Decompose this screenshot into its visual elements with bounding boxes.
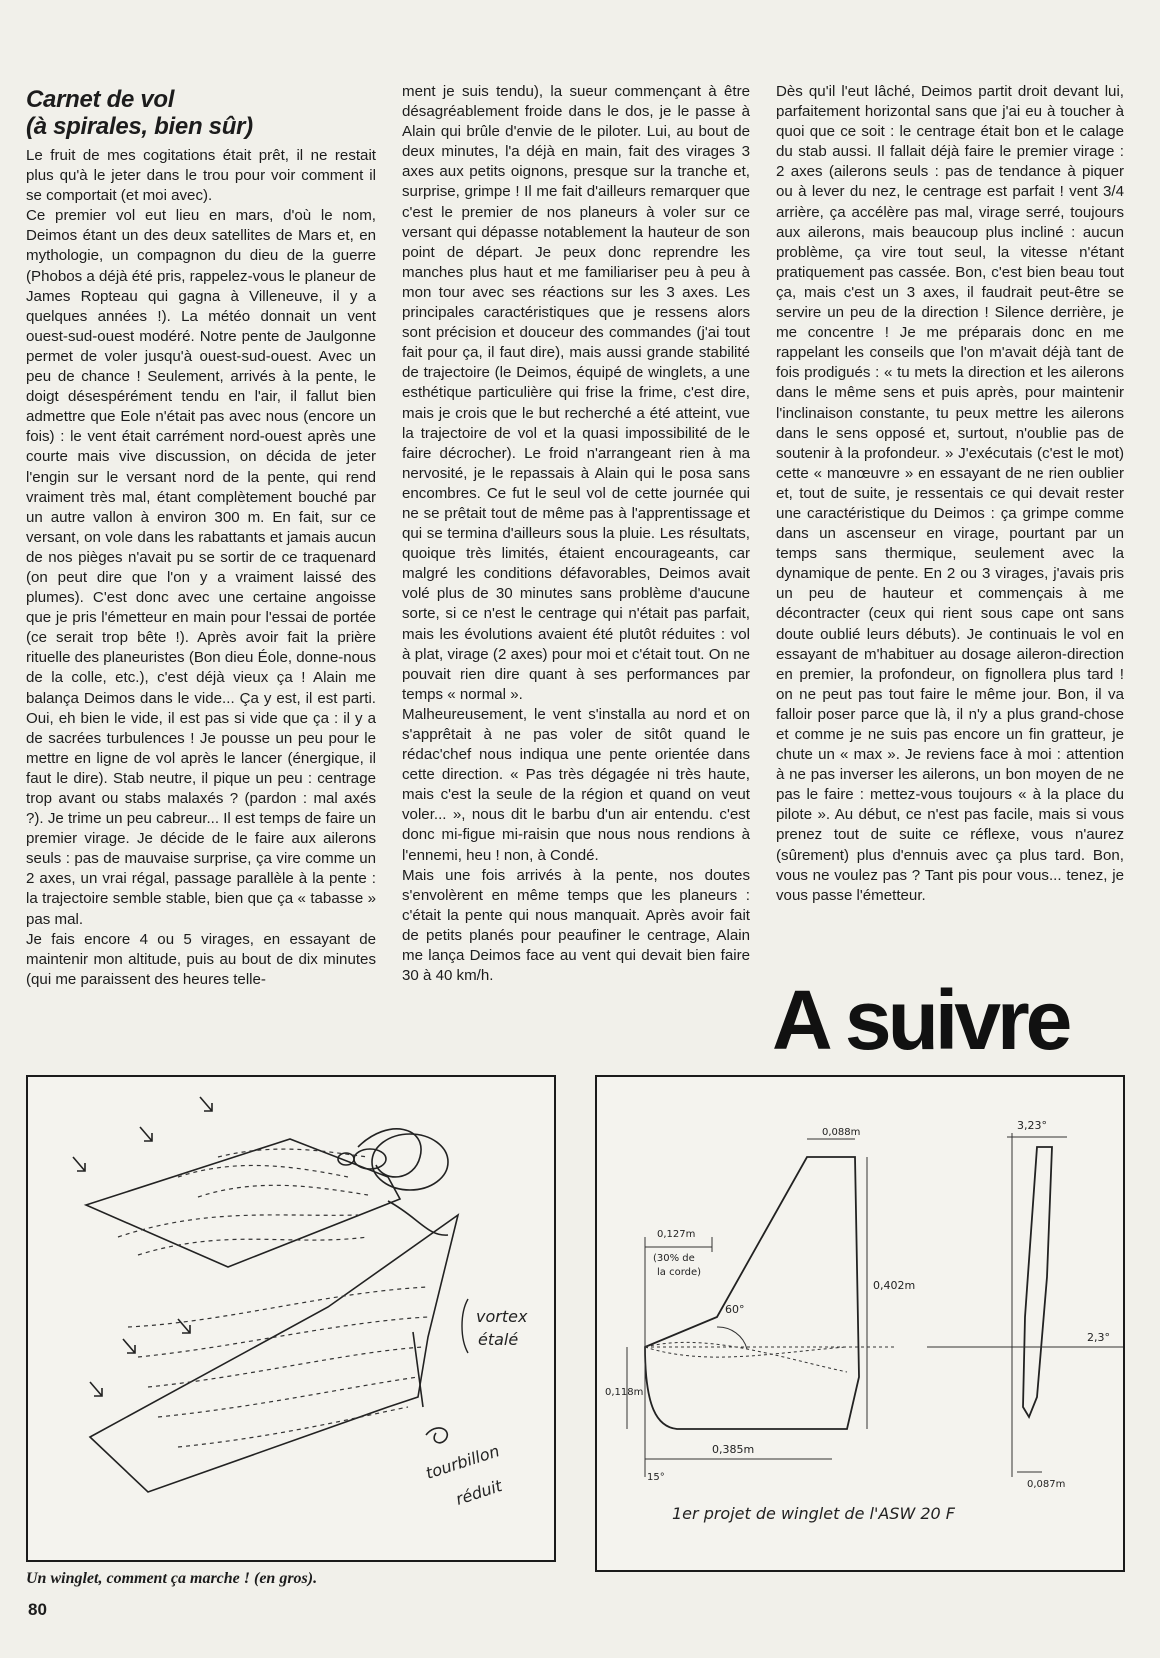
to-be-continued-banner: A suivre [772, 973, 1069, 1067]
heading-line-2: (à spirales, bien sûr) [26, 113, 253, 140]
paragraph: Mais une fois arrivés à la pente, nos doutes s'envolèrent en même temps que les planeurs : c'était la pente qui nous manquait. Après avoir fait de petits planés pour peaufiner le centrage, Alain me lança Deimos face au vent qui devait bien faire 30 à 40 km/h. [402, 866, 750, 985]
upper-wing-outline [86, 1139, 400, 1267]
winglet-dimensions-figure [595, 1075, 1125, 1572]
dim-root: 0,118m [605, 1387, 644, 1398]
angle-15: 15° [647, 1472, 665, 1483]
reduced-vortex-swirl [426, 1428, 447, 1443]
lower-wing-outline [90, 1215, 458, 1492]
paragraph: Ce premier vol eut lieu en mars, d'où le nom, Deimos étant un des deux satellites de Mars et, en mythologie, un compagnon du dieu de la guerre (Phobos a déjà été pris, rappelez-vous le planeur de James Ropteau qui gagna à Villeneuve, il y a quelques années !). La météo donnait un vent ouest-sud-ouest modéré. Notre pente de Jaulgonne permet de voler jusqu'à ouest-sud-ouest. Avec un peu de chance ! Seulement, arrivés à la pente, le doigt désespérément tendu en l'air, il fallut bien admettre que Eole n'était pas avec nous (encore un fois) : le vent était carrément nord-ouest après une courte mais vive discussion, on décida de jeter l'engin sur le versant nord de la pente, qui rend vraiment très mal, étant complètement bouché par un autre vallon à environ 300 m. En fait, sur ce versant, on vole dans les rabattants et jamais aucun de nos pièges n'avait pu se sortir de ce traquenard (on peut dire que l'on y a vraiment laissé des plumes). C'est donc avec une certaine angoisse que je pris l'émetteur en main pour l'essai de portée (ce serait trop bête !). Après avoir fait la prière rituelle des planeuristes (Bon dieu Éole, donne-nous de la colle, etc.), c'est déjà vieux ça ! Alain me balança Deimos dans le vide... Ça y est, il est parti. Oui, eh bien le vide, il est pas si vide que ça : il y a de sacrées turbulences ! Je pousse un peu pour le mettre en ligne de vol après le lancer (énergique, il faut le dire). Stab neutre, il pique un peu : centrage trop avant ou stabs malaxés ? (pardon : mal axés ?). Je trime un peu cabreur... Il est temps de faire un premier virage. Je décide de le faire aux ailerons seuls : pas de mauvaise surprise, ça vire comme un 2 axes, un vrai régal, passage parallèle à la pente : la trajectoire semble stable, bien que ça « tabasse » pas mal. [26, 207, 376, 928]
paragraph: Le fruit de mes cogitations était prêt, il ne restait plus qu'à le jeter dans le trou pour voir comment il se comportait (et moi avec). [26, 147, 376, 205]
winglet-airflow-figure [26, 1075, 556, 1562]
dim-chord-note: (30% de [653, 1253, 695, 1264]
label-vortex: vortex [476, 1307, 528, 1326]
article-column-1 [26, 82, 376, 990]
article-heading [26, 86, 376, 140]
winglet-profile [645, 1157, 859, 1429]
dim-top-width: 0,088m [822, 1127, 861, 1138]
figure-2-title: 1er projet de winglet de l'ASW 20 F [672, 1504, 956, 1523]
figure-caption: Un winglet, comment ça marche ! (en gros). [26, 1570, 318, 1587]
dim-height: 0,402m [873, 1279, 916, 1292]
wind-arrows [73, 1097, 212, 1396]
dim-chord: 0,127m [657, 1229, 696, 1240]
angle-60: 60° [725, 1303, 745, 1316]
article-column-2 [402, 82, 750, 986]
paragraph: Malheureusement, le vent s'installa au nord et on s'apprêtait à ne pas voler de sitôt quand le rédac'chef nous indiqua une pente orientée dans cette direction. « Pas très dégagée ni très haute, mais c'est la seule de la région et quand on veut voler... », nous dit le barbu d'un air entendu. c'est donc mi-figue mi-raisin que nous nous rendions à l'ennemi, heu ! non, à Condé. [402, 705, 750, 864]
label-reduit: réduit [453, 1476, 505, 1509]
angle-2-3: 2,3° [1087, 1331, 1110, 1344]
dim-length: 0,385m [712, 1443, 755, 1456]
label-tourbillon: tourbillon [423, 1441, 502, 1483]
dim-thickness: 0,087m [1027, 1479, 1066, 1490]
paragraph: ment je suis tendu), la sueur commençant à être désagréablement froide dans le dos, je le passe à Alain qui brûle d'envie de le piloter. Lui, au bout de deux minutes, l'a déjà en main, fait des virages 3 axes aux petits oignons, presque sur la tranche et, surprise, grimpe ! Il me fait d'ailleurs remarquer que c'est le premier de nos planeurs à voler sur ce versant qui dépasse notablement la hauteur de son point de départ. Je peux donc reprendre les manches plus haut et me familiariser peu à peu à mon tour avec ses réactions sur les 3 axes. Les principales caractéristiques que je ressens alors sont précision et douceur des commandes (j'ai tout fait pour ça, il faut dire), mais aussi grande stabilité de trajectoire (le Deimos, équipé de winglets, a une esthétique particulière qui frise la frime, c'est dire, mais je crois que le but recherché a été atteint, vue la trajectoire de vol et la quasi impossibilité de le faire décrocher). Le froid n'arrangeant rien à ma nervosité, je le repassais à Alain qui le posa sans encombres. Ce fut le seul vol de cette journée qui ne se prêtait tout de même pas à l'apprentissage et qui se termina d'ailleurs sous la pluie. Les résultats, quoique très limités, étaient encourageants, car malgré les conditions défavorables, Deimos avait volé plus de 30 minutes sans problème d'aucune sorte, si ce n'est le centrage qui n'était pas parfait, mais les évolutions avaient été plutôt réduites : vol à plat, virage (2 axes) pour moi et c'était tout. On ne pouvait rien dire quant à ses performances par temps « normal ». [402, 83, 750, 703]
label-etale: étalé [478, 1330, 519, 1349]
paragraph: Je fais encore 4 ou 5 virages, en essayant de maintenir mon altitude, puis au bout de dix minutes (qui me paraissent des heures telle- [26, 930, 376, 988]
heading-line-1: Carnet de vol [26, 86, 175, 113]
dimension-lines [627, 1133, 1123, 1477]
page-number: 80 [28, 1600, 47, 1619]
airflow-lines [118, 1149, 428, 1447]
paragraph: Dès qu'il l'eut lâché, Deimos partit droit devant lui, parfaitement horizontal sans que j'ai eu à toucher à quoi que ce soit : le centrage était bon et le calage du stab aussi. Il fallait déjà faire le premier virage : 2 axes (ailerons seuls : pas de tendance à piquer ou à lever du nez, le centrage est parfait ! vent 3/4 arrière, ça accélère pas mal, virage serré, toujours aux ailerons, mais beaucoup plus incliné : aucun problème, ça vire tout seul, la vitesse n'étant pratiquement pas cassée. Bon, c'est bien beau tout ça, mais c'est un 3 axes, il faudrait peut-être se servire un peu de la direction ! Silence derrière, je me concentre ! Je me préparais donc en me rappelant les conseils que l'on m'avait déjà tant de fois prodigués : « tu mets la direction et les ailerons dans le même sens et puis après, pour maintenir l'inclinaison constante, tu peux mettre les ailerons dans le sens opposé et, surtout, n'oublie pas de soutenir à la profondeur. » J'exécutais (c'est le mot) cette « manœuvre » en essayant de ne rien oublier et, tout de suite, je ressentais ce qui devait rester une caractéristique du Deimos : ça grimpe comme dans un ascenseur en virage, pourtant par un temps sans thermique, seulement avec la dynamique de pente. En 2 ou 3 virages, j'avais pris un peu de hauteur et commençais à me décontracter (ceux qui rient sous cape ont sans doute oublié leurs débuts). Je continuais le vol en essayant de m'habituer au dosage aileron-direction en premier, la profondeur, on fignollera plus tard ! on ne peut pas tout faire le même jour. Bon, il va falloir poser parce que là, il n'y a plus grand-chose et comme je ne suis pas encore un fin gratteur, je chute un « max ». Je reviens face à moi : attention à ne pas inverser les ailerons, un bon moyen de ne pas le faire : mettez-vous toujours « à la place du pilote ». Au début, ce n'est pas facile, mais si vous prenez tout de suite ce réflexe, vous n'aurez (sûrement) plus d'ennuis avec ça plus tard. Bon, vous ne voulez pas ? Tant pis pour vous... tenez, je vous passe l'émetteur. [776, 83, 1124, 904]
airflow-sketch [28, 1077, 554, 1560]
dimension-drawing [597, 1077, 1123, 1570]
angle-3-23: 3,23° [1017, 1119, 1047, 1132]
dim-chord-note-2: la corde) [657, 1267, 702, 1278]
winglet-side-view [1023, 1147, 1052, 1417]
article-column-3 [776, 82, 1124, 906]
